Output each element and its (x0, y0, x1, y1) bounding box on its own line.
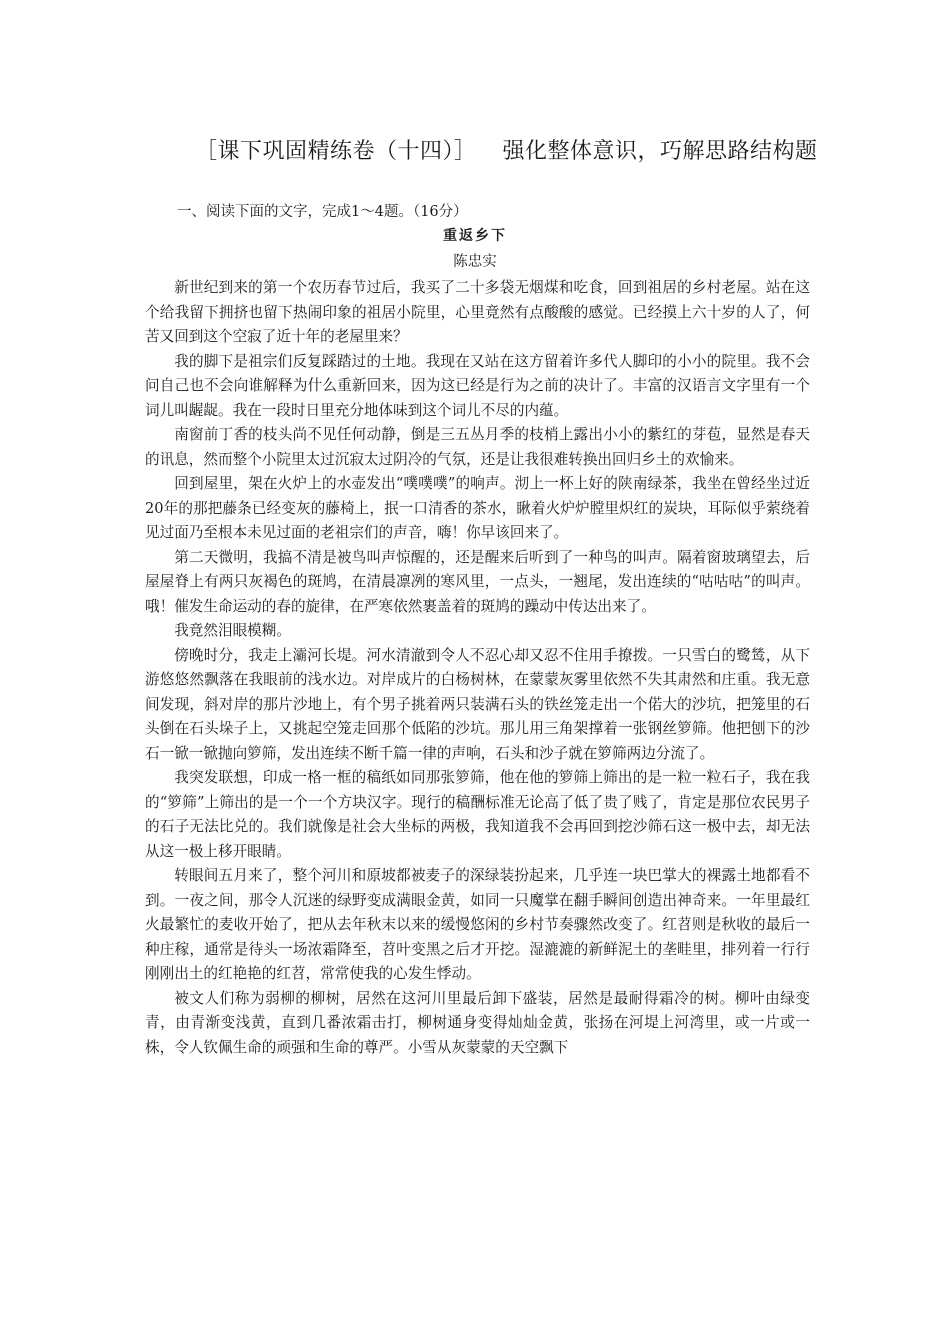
article-paragraph: 我突发联想，印成一格一框的稿纸如同那张箩筛，他在他的箩筛上筛出的是一粒一粒石子，我在我的“箩筛”上筛出的是一个一个方块汉字。现行的稿酬标准无论高了低了贵了贱了，肯定是那位农民男子的石子无法比兑的。我们就像是社会大坐标的两极，我知道我不会再回到挖沙筛石这一极中去，却无法从这一极上移开眼睛。 (145, 769, 810, 860)
exercise-title (195, 136, 895, 168)
article-author: 陈忠实 (453, 254, 497, 270)
section-heading: 一、阅读下面的文字，完成1～4题。（16分） (177, 204, 468, 220)
article-title: 重返乡下 (443, 228, 507, 244)
article-paragraph: 第二天微明，我搞不清是被鸟叫声惊醒的，还是醒来后听到了一种鸟的叫声。隔着窗玻璃望去，后屋屋脊上有两只灰褐色的斑鸠，在清晨凛冽的寒风里，一点头，一翘尾，发出连续的“咕咕咕”的叫声。哦！催发生命运动的春的旋律，在严寒依然裹盖着的斑鸠的躁动中传达出来了。 (145, 548, 810, 615)
article-paragraph: 回到屋里，架在火炉上的水壶发出“噗噗噗”的响声。沏上一杯上好的陕南绿茶，我坐在曾经坐过近20年的那把藤条已经变灰的藤椅上，抿一口清香的茶水，瞅着火炉炉膛里炽红的炭块，耳际似乎萦绕着见过面乃至根本未见过面的老祖宗们的声音，嗨！你早该回来了。 (145, 475, 810, 541)
article-paragraph: 新世纪到来的第一个农历春节过后，我买了二十多袋无烟煤和吃食，回到祖居的乡村老屋。站在这个给我留下拥挤也留下热闹印象的祖居小院里，心里竟然有点酸酸的感觉。已经摸上六十岁的人了，何苦又回到这个空寂了近十年的老屋里来？ (145, 279, 810, 345)
article-paragraph: 被文人们称为弱柳的柳树，居然在这河川里最后卸下盛装，居然是最耐得霜冷的树。柳叶由绿变青，由青渐变浅黄，直到几番浓霜击打，柳树通身变得灿灿金黄，张扬在河堤上河湾里，或一片或一株，令人钦佩生命的顽强和生命的尊严。小雪从灰蒙蒙的天空飘下 (145, 989, 810, 1056)
article-paragraph: 南窗前丁香的枝头尚不见任何动静，倒是三五丛月季的枝梢上露出小小的紫红的芽苞，显然是春天的讯息，然而整个小院里太过沉寂太过阴冷的气氛，还是让我很难转换出回归乡土的欢愉来。 (145, 426, 810, 468)
article-paragraph: 我竟然泪眼模糊。 (174, 622, 291, 639)
exercise-topic: 强化整体意识，巧解思路结构题 (502, 139, 818, 164)
article-paragraph: 傍晚时分，我走上灞河长堤。河水清澈到令人不忍心却又忍不住用手撩拨。一只雪白的鹭鸶，从下游悠悠然飘落在我眼前的浅水边。对岸成片的白杨树林，在蒙蒙灰雾里依然不失其肃然和庄重。我无意间发现，斜对岸的那片沙地上，有个男子挑着两只装满石头的铁丝笼走出一个偌大的沙坑，把笼里的石头倒在石头垛子上，又挑起空笼走回那个低陷的沙坑。那儿用三角架撑着一张钢丝箩筛。他把刨下的沙石一锨一锨抛向箩筛，发出连续不断千篇一律的声响，石头和沙子就在箩筛两边分流了。 (145, 646, 810, 762)
article-paragraph: 我的脚下是祖宗们反复踩踏过的土地。我现在又站在这方留着许多代人脚印的小小的院里。我不会问自己也不会向谁解释为什么重新回来，因为这已经是行为之前的决计了。丰富的汉语言文字里有一个词儿叫龌龊。我在一段时日里充分地体味到这个词儿不尽的内蕴。 (145, 352, 810, 419)
exercise-series-label: ［课下巩固精练卷（十四）］ (195, 139, 477, 164)
article-paragraph: 转眼间五月来了，整个河川和原坡都被麦子的深绿装扮起来，几乎连一块巴掌大的裸露土地都看不到。一夜之间，那令人沉迷的绿野变成满眼金黄，如同一只魔掌在翻手瞬间创造出神奇来。一年里最红火最繁忙的麦收开始了，把从去年秋末以来的缓慢悠闲的乡村节奏骤然改变了。红苕则是秋收的最后一种庄稼，通常是待头一场浓霜降至，苕叶变黑之后才开挖。湿漉漉的新鲜泥土的垄畦里，排列着一行行刚刚出土的红艳艳的红苕，常常使我的心发生悸动。 (145, 867, 810, 982)
article-body (145, 276, 810, 1060)
